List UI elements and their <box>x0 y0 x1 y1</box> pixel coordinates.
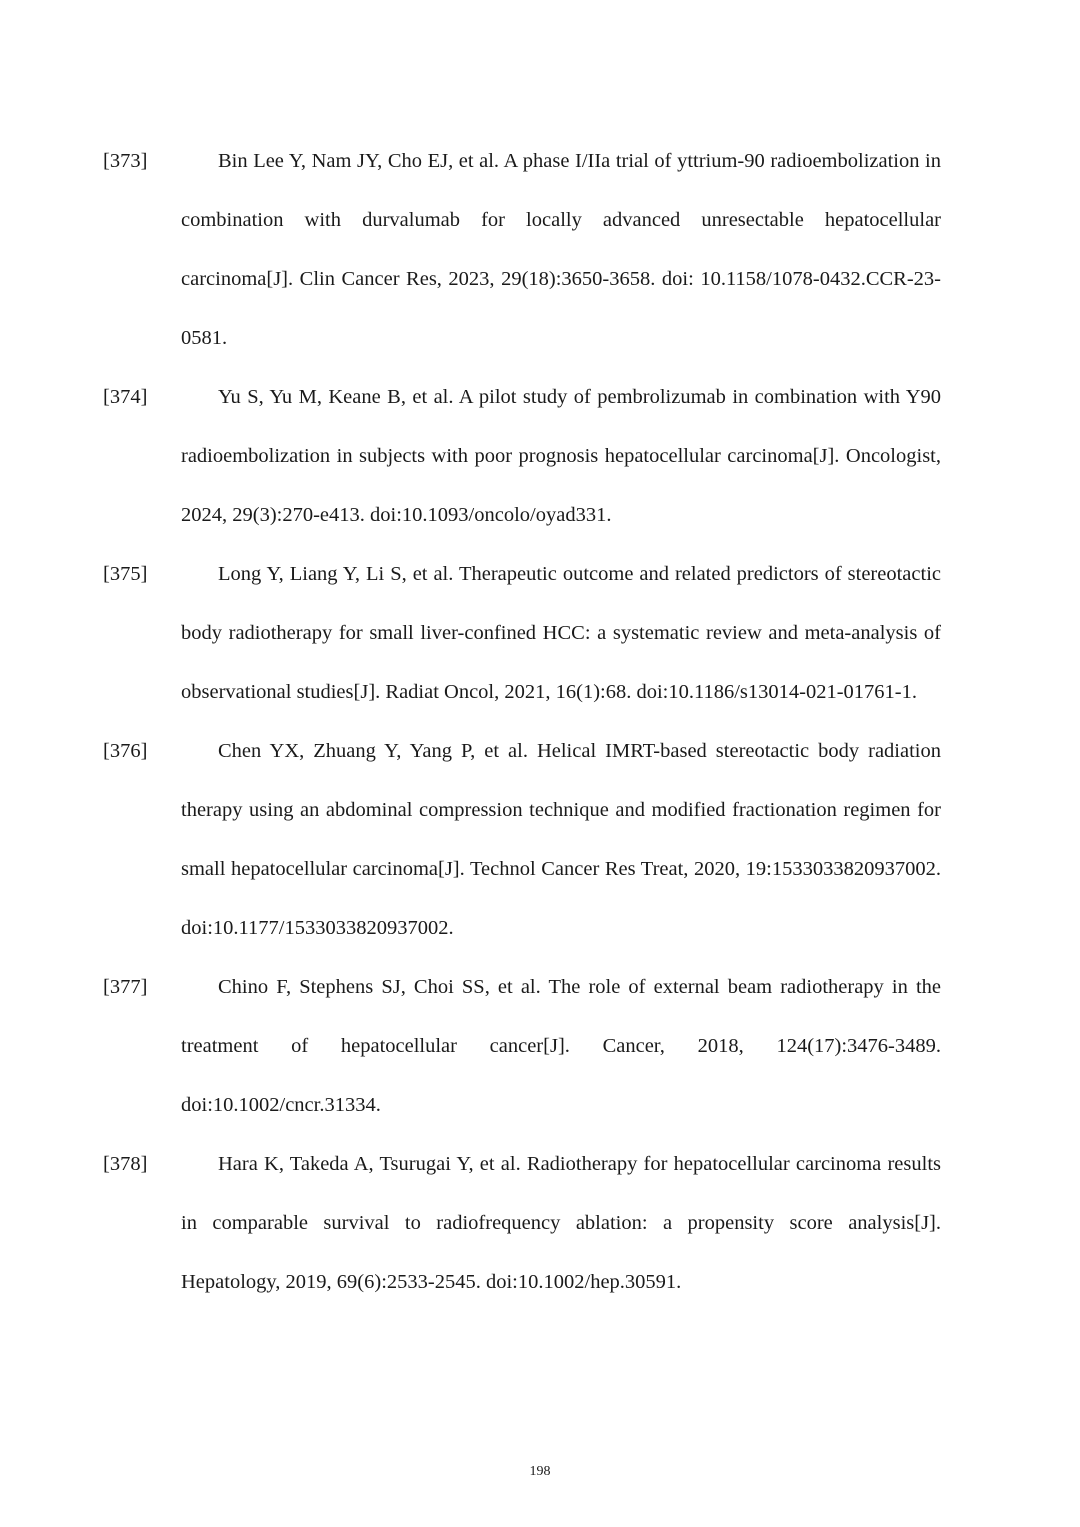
reference-text: Chino F, Stephens SJ, Choi SS, et al. The role of external beam radiotherapy in the treatment of hepatocellular cancer[J]. Cancer, 2018, 124(17):3476-3489. doi:10.1002/cncr.31334. <box>181 976 941 1116</box>
reference-number: [375] <box>103 563 148 585</box>
reference-text: Yu S, Yu M, Keane B, et al. A pilot study of pembrolizumab in combination with Y90 radioembolization in subjects with poor prognosis hepatocellular carcinoma[J]. Oncologist, 2024, 29(3):270-e413. doi:10.1093/oncolo/oyad331. <box>181 386 941 526</box>
reference-number: [377] <box>103 976 148 998</box>
reference-378 <box>103 1135 941 1312</box>
reference-number: [373] <box>103 150 148 172</box>
reference-number: [376] <box>103 740 148 762</box>
reference-377 <box>103 958 941 1135</box>
reference-text: Hara K, Takeda A, Tsurugai Y, et al. Radiotherapy for hepatocellular carcinoma results in comparable survival to radiofrequency ablation: a propensity score analysis[J]. Hepatology, 2019, 69(6):2533-2545. doi:10.1002/hep.30591. <box>181 1153 941 1293</box>
reference-text: Long Y, Liang Y, Li S, et al. Therapeutic outcome and related predictors of stereotactic body radiotherapy for small liver-confined HCC: a systematic review and meta-analysis of observational studies[J]. Radiat Oncol, 2021, 16(1):68. doi:10.1186/s13014-021-01761-1. <box>181 563 941 703</box>
reference-373 <box>103 132 941 368</box>
page-number: 198 <box>529 1464 551 1479</box>
reference-text: Bin Lee Y, Nam JY, Cho EJ, et al. A phase I/IIa trial of yttrium-90 radioembolization in combination with durvalumab for locally advanced unresectable hepatocellular carcinoma[J]. Clin Cancer Res, 2023, 29(18):3650-3658. doi: 10.1158/1078-0432.CCR-23-0581. <box>181 150 941 349</box>
reference-374 <box>103 368 941 545</box>
reference-number: [378] <box>103 1153 148 1175</box>
reference-text: Chen YX, Zhuang Y, Yang P, et al. Helical IMRT-based stereotactic body radiation therapy using an abdominal compression technique and modified fractionation regimen for small hepatocellular carcinoma[J]. Technol Cancer Res Treat, 2020, 19:1533033820937002. doi:10.1177/1533033820937002. <box>181 740 941 939</box>
reference-375 <box>103 545 941 722</box>
reference-376 <box>103 722 941 958</box>
reference-list <box>103 132 941 1312</box>
reference-number: [374] <box>103 386 148 408</box>
